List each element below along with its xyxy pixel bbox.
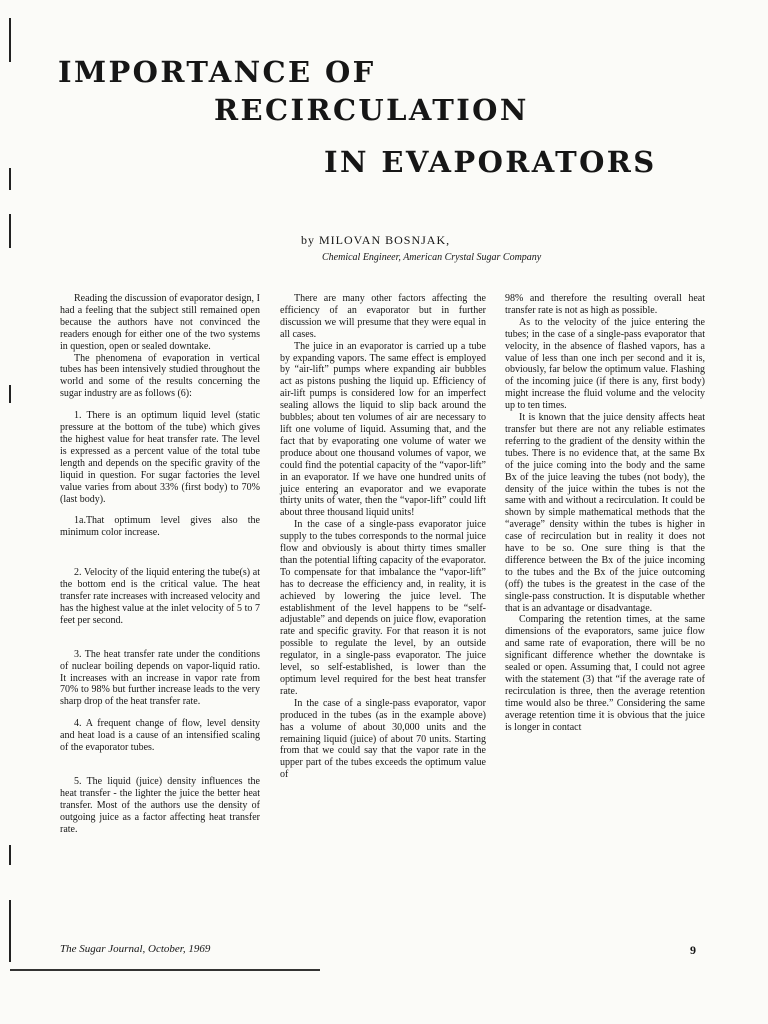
text-column-2 xyxy=(280,293,486,781)
author-byline: by MILOVAN BOSNJAK, xyxy=(301,233,451,247)
text-column-1 xyxy=(60,293,260,836)
paragraph: 98% and therefore the resulting overall heat transfer rate is not as high as possible. xyxy=(505,293,705,316)
numbered-point: 5. The liquid (juice) density influences the heat transfer - the lighter the juice the better heat transfer. Most of the authors use the density of outgoing juice as a factor affecting heat transfer rate. xyxy=(60,776,260,835)
title-line-1: IMPORTANCE OF xyxy=(58,55,376,89)
paragraph: In the case of a single-pass evaporator, vapor produced in the tubes (as in the example above) has a volume of about 30,000 units and the remaining liquid (juice) of about 70 units. Starting from that we could say that the vapor rate in the upper part of the tubes exceeds the optimum value of xyxy=(280,697,486,781)
paragraph: The phenomena of evaporation in vertical tubes has been intensively studied throughout the world and some of the results concerning the sugar industry are as follows (6): xyxy=(60,352,260,400)
title-line-3: IN EVAPORATORS xyxy=(324,145,657,179)
paragraph: The juice in an evaporator is carried up a tube by expanding vapors. The same effect is employed by “air-lift” pumps where expanding air bubbles act as pistons pushing the liquid up. Efficiency of air-lift pumps is considered low for an imperfect sealing allows the liquid to slip back around the bubbles; about ten volumes of air are necessary to lift one volume of liquid. Assuming that, and the fact that by evaporating one volume of water we produce about one thousand volumes of vapor, we could find the potential capacity of the “vapor-lift” in an evaporator. If we have one hundred units of juice entering an evaporator and we evaporate thirty units of water, then the “vapor-lift” could lift about three thousand liquid units! xyxy=(280,340,486,519)
numbered-point: 2. Velocity of the liquid entering the tube(s) at the bottom end is the critical value. The heat transfer rate increases with increased velocity and has the highest value at the inlet velocity of 5 to 7 feet per second. xyxy=(60,567,260,626)
paragraph: There are many other factors affecting the efficiency of an evaporator but in further discussion we will presume that they were equal in all cases. xyxy=(280,293,486,340)
paragraph: Comparing the retention times, at the same dimensions of the evaporators, same juice flow and same rate of evaporation, there will be no significant difference whether the downtake is sealed or open. Assuming that, I could not agree with the statement (3) that “if the average rate of recirculation is three, then the average retention time would also be three.” Considering the same average retention time it is obvious that the juice is longer in contact xyxy=(505,614,705,733)
author-affiliation: Chemical Engineer, American Crystal Sugar Company xyxy=(322,252,542,263)
scan-edge-line xyxy=(10,969,320,971)
binding-mark xyxy=(9,214,11,248)
text-column-3 xyxy=(505,293,705,734)
paragraph: As to the velocity of the juice entering the tubes; in the case of a single-pass evaporator that velocity, in the absence of flashed vapors, has a value of less than one inch per second and it is, obviously, far below the optimum value. Flashing of the incoming juice (if there is any, first body) might increase the fluid volume and the velocity up to ten times. xyxy=(505,316,705,412)
page-number: 9 xyxy=(690,943,696,957)
binding-mark xyxy=(9,18,11,62)
binding-mark xyxy=(9,845,11,865)
numbered-point: 3. The heat transfer rate under the conditions of nuclear boiling depends on vapor-liquid ratio. It increases with an increase in vapor rate from 70% to 98% but further increase leads to the very sharp drop of the heat transfer rate. xyxy=(60,648,260,708)
numbered-point: 4. A frequent change of flow, level density and heat load is a cause of an intensified scaling of the evaporator tubes. xyxy=(60,718,260,754)
binding-mark xyxy=(9,168,11,190)
paragraph: Reading the discussion of evaporator design, I had a feeling that the subject still remained open because the authors have not convinced the readers enough for either one of the two systems in question, open or sealed downtake. xyxy=(60,293,260,352)
title-line-2: RECIRCULATION xyxy=(214,93,529,127)
paragraph: In the case of a single-pass evaporator juice supply to the tubes corresponds to the normal juice flow and obviously is about thirty times smaller than the potential lifting capacity of the evaporator. To compensate for that imbalance the “vapor-lift” has to decrease the efficiency and, in reality, it is achieved by lowering the juice level. The establishment of the level happens to be “self-adjustable” and depends on juice flow, evaporation rate and specific gravity. For that reason it is not possible to regulate the level, by an outside regulator, in a single-pass evaporator. The juice level, so self-established, is lower than the optimum level required for the best heat transfer rate. xyxy=(280,519,486,697)
numbered-point: 1. There is an optimum liquid level (static pressure at the bottom of the tube) which gives the highest value for heat transfer rate. The level is expressed as a percent value of the total tube length and depends on the specific gravity of the liquid in question. For sugar factories the level value varies from about 33% (first body) to 70% (last body). xyxy=(60,410,260,505)
paragraph: It is known that the juice density affects heat transfer but there are not any reliable estimates referring to the gradient of the density within the tubes. There is no evidence that, at the same Bx of the juice coming into the body and the same Bx of the juice leaving the tubes (not body), the density of the juice within the tubes is not the same with and without a recirculation. It could be shown by simple mathematical methods that the “average” density within the tubes is higher in case of recirculation but in reality it does not have to be so. One sure thing is that the difference between the Bx of the juice incoming to the tubes and the Bx of the juice outcoming (off) the tubes is the greatest in the case of the single-pass construction. It is disputable whether that is an advantage or disadvantage. xyxy=(505,412,705,614)
numbered-point: 1a.That optimum level gives also the minimum color increase. xyxy=(60,515,260,539)
binding-mark xyxy=(9,900,11,962)
binding-mark xyxy=(9,385,11,403)
journal-footer: The Sugar Journal, October, 1969 xyxy=(60,943,211,955)
